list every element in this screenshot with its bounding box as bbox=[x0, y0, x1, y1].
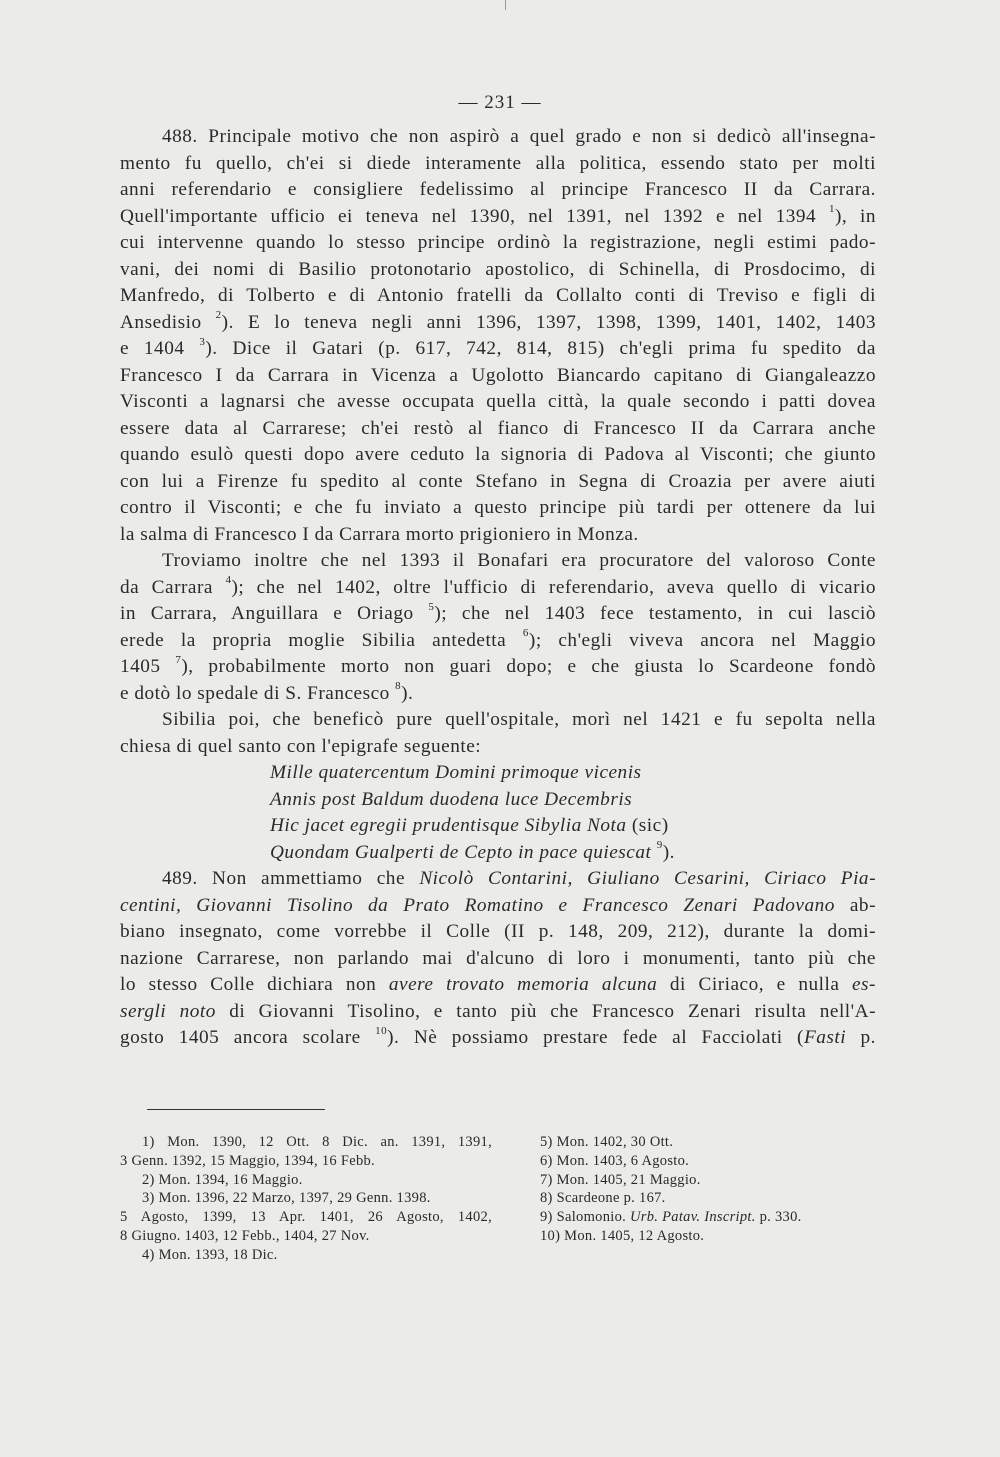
page-number: — 231 — bbox=[458, 92, 542, 113]
epigraph-line: Hic jacet egregii prudentisque Sibylia Nota (sic) bbox=[270, 815, 669, 836]
text-line: cui intervenne quando lo stesso principe ordinò la registrazione, negli estimi pado- bbox=[120, 232, 876, 253]
text-line: quando esulò questi dopo avere ceduto la signoria di Padova al Visconti; che giunto bbox=[120, 444, 876, 465]
text-line: con lui a Firenze fu spedito al conte Stefano in Segna di Croazia per avere aiuti bbox=[120, 470, 876, 492]
text-line: anni referendario e consigliere fedelissimo al principe Francesco II da Carrara. bbox=[120, 179, 876, 200]
text-line: Visconti a lagnarsi che avesse occupata quella città, la quale secondo i patti dovea bbox=[120, 391, 876, 412]
text-line: nazione Carrarese, non parlando mai d'alcuno di loro i monumenti, tanto più che bbox=[120, 947, 876, 969]
footnote-rule bbox=[147, 1109, 325, 1110]
footnote-line: 5 Agosto, 1399, 13 Apr. 1401, 26 Agosto, 1402, bbox=[120, 1209, 492, 1226]
text-line: Troviamo inoltre che nel 1393 il Bonafari era procuratore del valoroso Conte bbox=[162, 550, 876, 571]
paragraphs-488 bbox=[120, 124, 876, 760]
text-line: sergli noto di Giovanni Tisolino, e tanto più che Francesco Zenari risulta nell'A- bbox=[120, 1000, 876, 1022]
footnotes-right bbox=[540, 1133, 880, 1246]
text-line: gosto 1405 ancora scolare $^{10}$). Nè possiamo prestare fede al Facciolati (Fasti p. bbox=[120, 1024, 876, 1048]
text-line: 488. Principale motivo che non aspirò a quel grado e non si dedicò all'insegna- bbox=[162, 126, 876, 147]
footnote-line: 10) Mon. 1405, 12 Agosto. bbox=[540, 1227, 705, 1244]
text-line: Manfredo, di Tolberto e di Antonio fratelli da Collalto conti di Treviso e figli di bbox=[120, 285, 876, 306]
footnote-line: 8) Scardeone p. 167. bbox=[540, 1190, 666, 1207]
scan-mark bbox=[505, 0, 507, 10]
footnote-line: 1) Mon. 1390, 12 Ott. 8 Dic. an. 1391, 1391, bbox=[142, 1134, 492, 1150]
text-line: biano insegnato, come vorrebbe il Colle (II p. 148, 209, 212), durante la domi- bbox=[120, 921, 876, 942]
epigraph-line: Mille quatercentum Domini primoque vicenis bbox=[270, 762, 642, 783]
text-line: centini, Giovanni Tisolino da Prato Romatino e Francesco Zenari Padovano ab- bbox=[120, 894, 876, 916]
text-line: chiesa di quel santo con l'epigrafe seguente: bbox=[120, 735, 482, 757]
text-line: Sibilia poi, che beneficò pure quell'ospitale, morì nel 1421 e fu sepolta nella bbox=[162, 709, 876, 730]
text-line: mento fu quello, ch'ei si diede interamente alla politica, essendo stato per molti bbox=[120, 152, 876, 174]
footnote-line: 8 Giugno. 1403, 12 Febb., 1404, 27 Nov. bbox=[120, 1227, 370, 1244]
footnote-line: 3) Mon. 1396, 22 Marzo, 1397, 29 Genn. 1398. bbox=[142, 1190, 431, 1207]
text-line: erede la propria moglie Sibilia antedetta $^6$); ch'egli viveva ancora nel Maggio bbox=[120, 627, 876, 651]
text-line: Francesco I da Carrara in Vicenza a Ugolotto Biancardo capitano di Giangaleazzo bbox=[120, 364, 876, 386]
footnote-line: 2) Mon. 1394, 16 Maggio. bbox=[142, 1171, 303, 1188]
text-line: 489. Non ammettiamo che Nicolò Contarini, Giuliano Cesarini, Ciriaco Pia- bbox=[162, 868, 876, 889]
text-line: e 1404 $^3$). Dice il Gatari (p. 617, 742, 814, 815) ch'egli prima fu spedito da bbox=[120, 335, 876, 359]
text-line: contro il Visconti; e che fu inviato a questo principe più tardi per ottenere da lui bbox=[120, 497, 876, 518]
text-line: vani, dei nomi di Basilio protonotario apostolico, di Schinella, di Prosdocimo, di bbox=[120, 258, 876, 280]
footnotes-left bbox=[120, 1133, 492, 1265]
footnote-line: 9) Salomonio. Urb. Patav. Inscript. p. 330. bbox=[540, 1209, 802, 1226]
paragraph-489 bbox=[120, 866, 876, 1052]
epigraph bbox=[120, 760, 876, 866]
epigraph-line: Quondam Gualperti de Cepto in pace quiescat $^9$). bbox=[270, 839, 675, 863]
text-line: 1405 $^7$), probabilmente morto non guari dopo; e che giusta lo Scardeone fondò bbox=[120, 653, 876, 677]
footnote-line: 3 Genn. 1392, 15 Maggio, 1394, 16 Febb. bbox=[120, 1152, 375, 1169]
footnote-line: 5) Mon. 1402, 30 Ott. bbox=[540, 1134, 674, 1150]
text-line: lo stesso Colle dichiara non avere trovato memoria alcuna di Ciriaco, e nulla es- bbox=[120, 974, 876, 995]
footnote-line: 6) Mon. 1403, 6 Agosto. bbox=[540, 1152, 690, 1169]
text-line: Quell'importante ufficio ei teneva nel 1390, nel 1391, nel 1392 e nel 1394 $^1$), in bbox=[120, 203, 876, 227]
epigraph-line: Annis post Baldum duodena luce Decembris bbox=[270, 788, 633, 810]
text-line: e dotò lo spedale di S. Francesco $^8$). bbox=[120, 680, 414, 704]
text-line: da Carrara $^4$); che nel 1402, oltre l'ufficio di referendario, aveva quello di vicario bbox=[120, 574, 876, 598]
text-line: essere data al Carrarese; ch'ei restò al fianco di Francesco II da Carrara anche bbox=[120, 417, 876, 439]
text-line: in Carrara, Anguillara e Oriago $^5$); che nel 1403 fece testamento, in cui lasciò bbox=[120, 600, 876, 624]
main-text bbox=[120, 124, 876, 1052]
text-line: la salma di Francesco I da Carrara morto prigioniero in Monza. bbox=[120, 523, 639, 545]
footnote-line: 7) Mon. 1405, 21 Maggio. bbox=[540, 1171, 701, 1188]
text-line: Ansedisio $^2$). E lo teneva negli anni 1396, 1397, 1398, 1399, 1401, 1402, 1403 bbox=[120, 309, 877, 333]
footnote-line: 4) Mon. 1393, 18 Dic. bbox=[142, 1246, 278, 1263]
